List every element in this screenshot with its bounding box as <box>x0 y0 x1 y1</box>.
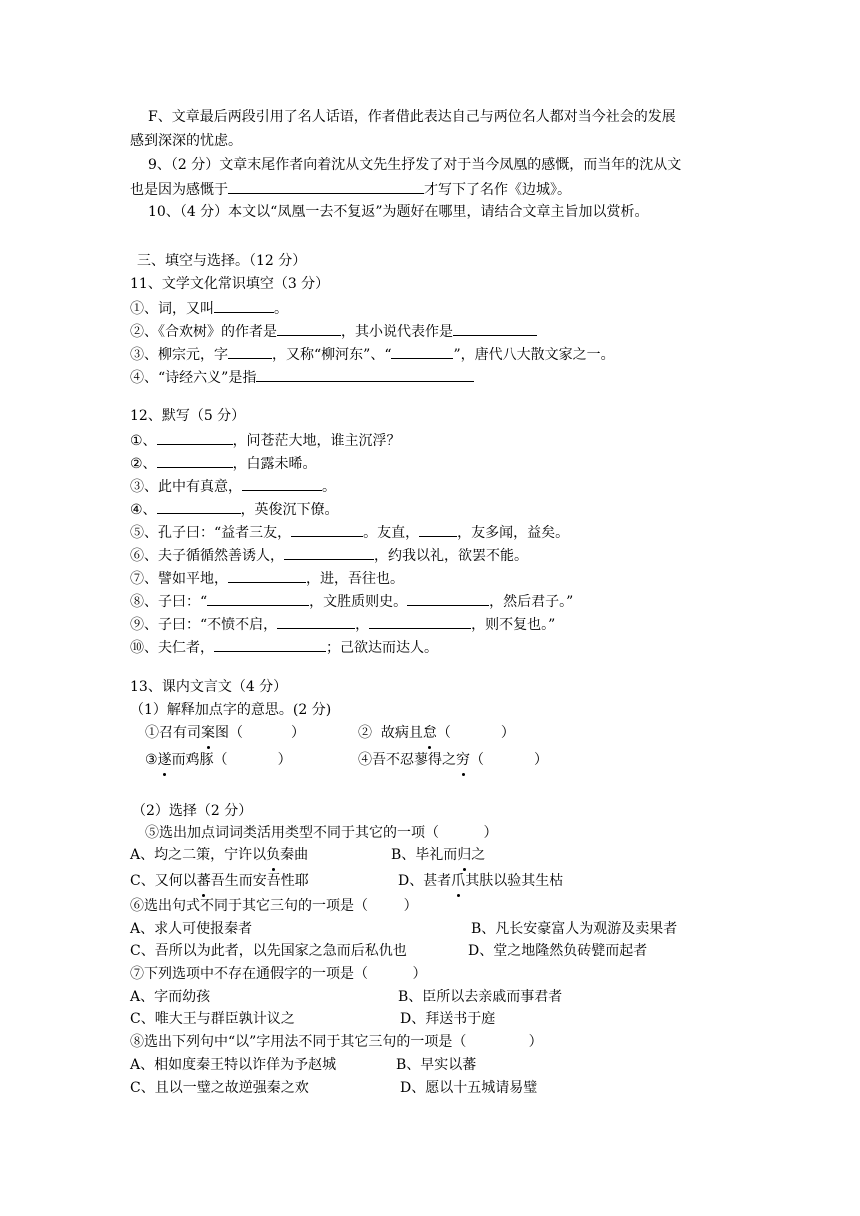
blank[interactable] <box>256 366 474 382</box>
blank[interactable] <box>242 475 322 491</box>
option-f-line2: 感到深深的忧虑。 <box>130 133 242 149</box>
q13-item-2: ② 故病且怠（ ） <box>358 725 515 741</box>
blank[interactable] <box>157 498 241 514</box>
q12-item-9: ⑨、子曰：“不愤不启， ， ，则不复也。” <box>130 613 555 633</box>
blank[interactable] <box>157 452 233 468</box>
question-13-title: 13、课内文言文（4 分） <box>130 679 288 695</box>
q13-sub-8-option-b: B、早实以蕃 <box>396 1057 477 1073</box>
q12-item-7: ⑦、譬如平地， ，进，吾往也。 <box>130 567 404 587</box>
q13-sub-5-option-d: D、甚者爪其肤以验其生枯 <box>398 873 564 889</box>
blank[interactable] <box>453 320 537 336</box>
blank[interactable] <box>369 613 471 629</box>
q13-sub-6-option-d: D、堂之地隆然负砖甓而起者 <box>468 943 648 959</box>
blank[interactable] <box>214 297 274 313</box>
q12-item-6: ⑥、夫子循循然善诱人， ，约我以礼，欲罢不能。 <box>130 544 528 564</box>
blank[interactable] <box>277 613 355 629</box>
q11-item-3: ③、柳宗元，字 ，又称“柳河东”、“ ”，唐代八大散文家之一。 <box>130 343 615 363</box>
question-10: 10、（4 分）本文以“凤凰一去不复返”为题好在哪里，请结合文章主旨加以赏析。 <box>148 204 649 220</box>
q12-item-3: ③、此中有真意， 。 <box>130 475 336 495</box>
q11-item-1: ①、词，又叫 。 <box>130 297 288 317</box>
q13-sub-5-option-a: A、均之二策，宁许以负秦曲 <box>130 847 309 863</box>
blank[interactable] <box>228 343 272 359</box>
blank[interactable] <box>277 320 341 336</box>
q13-item-3: ③遂而鸡豚（ ） <box>145 752 292 768</box>
q12-item-10: ⑩、夫仁者， ；己欲达而达人。 <box>130 636 438 656</box>
blank[interactable] <box>419 521 457 537</box>
q12-item-4: ④、 ，英俊沉下僚。 <box>130 498 339 518</box>
question-12-title: 12、默写（5 分） <box>130 408 246 424</box>
q13-item-1: ①召有司案图（ ） <box>145 725 305 741</box>
q13-sub-7: ⑦下列选项中不存在通假字的一项是（ ） <box>130 966 427 982</box>
q12-item-8: ⑧、子曰：“ ，文胜质则史。 ，然后君子。” <box>130 590 573 610</box>
q13-sub-7-option-c: C、唯大王与群臣孰计议之 <box>130 1011 295 1027</box>
blank[interactable] <box>214 636 326 652</box>
q13-sub-5-option-b: B、毕礼而归之 <box>391 847 486 863</box>
blank[interactable] <box>207 590 309 606</box>
option-f-line1: F、文章最后两段引用了名人话语，作者借此表达自己与两位名人都对当今社会的发展 <box>148 109 676 125</box>
q13-sub-7-option-d: D、拜送书于庭 <box>400 1011 496 1027</box>
blank[interactable] <box>157 429 233 445</box>
blank[interactable] <box>407 590 489 606</box>
q12-item-5: ⑤、孔子曰：“益者三友， 。友直， ，友多闻，益矣。 <box>130 521 569 541</box>
question-9-line1: 9、（2 分）文章末尾作者向着沈从文先生抒发了对于当今凤凰的感慨，而当年的沈从文 <box>148 157 682 173</box>
q13-sub-8-option-a: A、相如度秦王特以诈佯为予赵城 <box>130 1057 337 1073</box>
q13-sub-7-option-b: B、臣所以去亲戚而事君者 <box>398 989 563 1005</box>
section-3-title: 三、填空与选择。（12 分） <box>137 253 307 269</box>
q13-sub-8-option-c: C、且以一璧之故逆强秦之欢 <box>130 1080 309 1096</box>
q13-sub-6-option-a: A、求人可使报秦者 <box>130 921 253 937</box>
blank[interactable] <box>228 178 424 194</box>
q11-item-2: ②、《合欢树》的作者是 ，其小说代表作是 <box>130 320 537 340</box>
question-9-line2: 也是因为感慨于 才写下了名作《边城》。 <box>130 178 571 198</box>
q13-part-2-title: （2）选择（2 分） <box>132 803 253 819</box>
q13-sub-5: ⑤选出加点词词类活用类型不同于其它的一项（ ） <box>145 825 498 841</box>
q12-item-1: ①、 ，问苍茫大地，谁主沉浮？ <box>130 429 401 449</box>
question-11-title: 11、文学文化常识填空（3 分） <box>130 276 330 292</box>
blank[interactable] <box>291 521 363 537</box>
q13-item-4: ④吾不忍蓼得之穷（ ） <box>358 752 548 768</box>
q13-sub-5-option-c: C、又何以蕃吾生而安吾性耶 <box>130 873 309 889</box>
blank[interactable] <box>284 544 374 560</box>
blank[interactable] <box>228 567 306 583</box>
q13-sub-7-option-a: A、字而幼孩 <box>130 989 211 1005</box>
q13-sub-6-option-c: C、吾所以为此者，以先国家之急而后私仇也 <box>130 943 407 959</box>
q12-item-2: ②、 ，白露未晞。 <box>130 452 317 472</box>
blank[interactable] <box>391 343 453 359</box>
q13-sub-6-option-b: B、凡长安豪富人为观游及卖果者 <box>471 921 678 937</box>
q13-sub-8: ⑧选出下列句中“以”字用法不同于其它三句的一项是（ ） <box>130 1034 543 1050</box>
q13-sub-6: ⑥选出句式不同于其它三句的一项是（ ） <box>130 898 418 914</box>
q13-sub-8-option-d: D、愿以十五城请易璧 <box>400 1080 538 1096</box>
q13-part-1-title: （1）解释加点字的意思。(2 分) <box>130 702 332 718</box>
q11-item-4: ④、“诗经六义”是指 <box>130 366 474 386</box>
